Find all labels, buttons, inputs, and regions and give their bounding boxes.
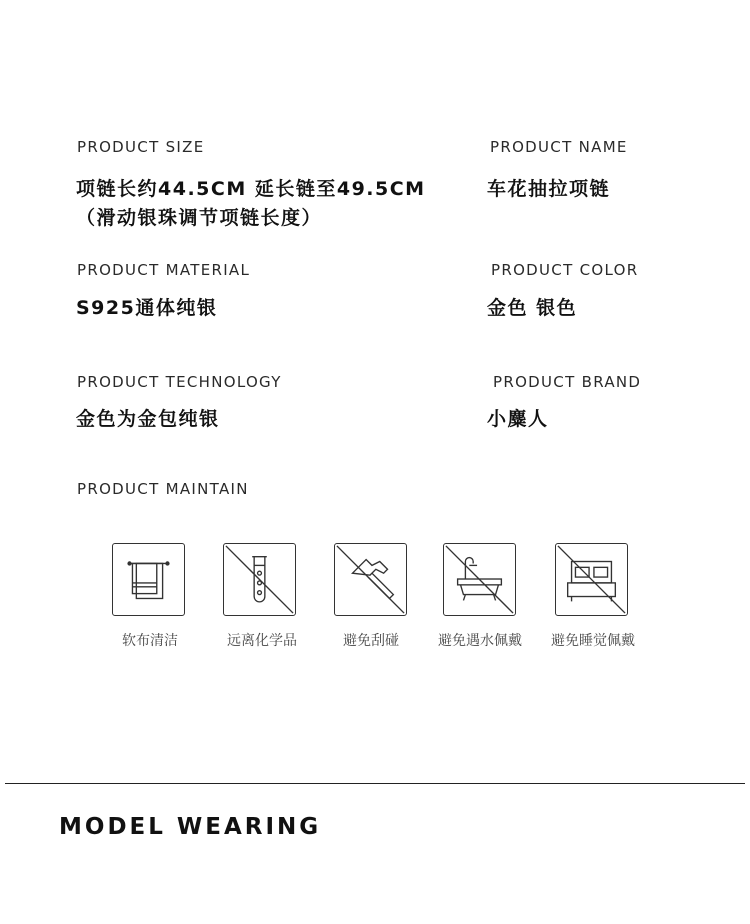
bathtub-icon	[443, 543, 516, 616]
test-tube-icon	[223, 543, 296, 616]
caption-avoid-water: 避免遇水佩戴	[438, 633, 522, 649]
product-name-label: PRODUCT NAME	[490, 138, 628, 156]
product-color-label: PRODUCT COLOR	[491, 261, 639, 279]
product-name-value: 车花抽拉项链	[487, 178, 611, 200]
towel-icon	[112, 543, 185, 616]
bed-icon	[555, 543, 628, 616]
product-size-value-line1: 项链长约44.5CM 延长链至49.5CM	[76, 178, 426, 200]
caption-soft-cloth: 软布清洁	[122, 633, 178, 649]
hammer-icon	[334, 543, 407, 616]
caption-avoid-chemicals: 远离化学品	[227, 633, 297, 649]
product-color-value: 金色 银色	[487, 297, 578, 319]
product-size-label: PRODUCT SIZE	[77, 138, 205, 156]
product-technology-value: 金色为金包纯银	[76, 408, 220, 430]
section-divider	[5, 783, 745, 784]
product-maintain-label: PRODUCT MAINTAIN	[77, 480, 249, 498]
product-brand-label: PRODUCT BRAND	[493, 373, 642, 391]
model-wearing-title: MODEL WEARING	[59, 814, 322, 840]
product-brand-value: 小麋人	[487, 408, 549, 430]
product-material-label: PRODUCT MATERIAL	[77, 261, 251, 279]
product-size-value-line2: （滑动银珠调节项链长度）	[76, 207, 323, 229]
caption-avoid-sleeping: 避免睡觉佩戴	[551, 633, 635, 649]
product-technology-label: PRODUCT TECHNOLOGY	[77, 373, 282, 391]
caption-avoid-scratching: 避免刮碰	[343, 633, 399, 649]
product-material-value: S925通体纯银	[76, 297, 218, 319]
